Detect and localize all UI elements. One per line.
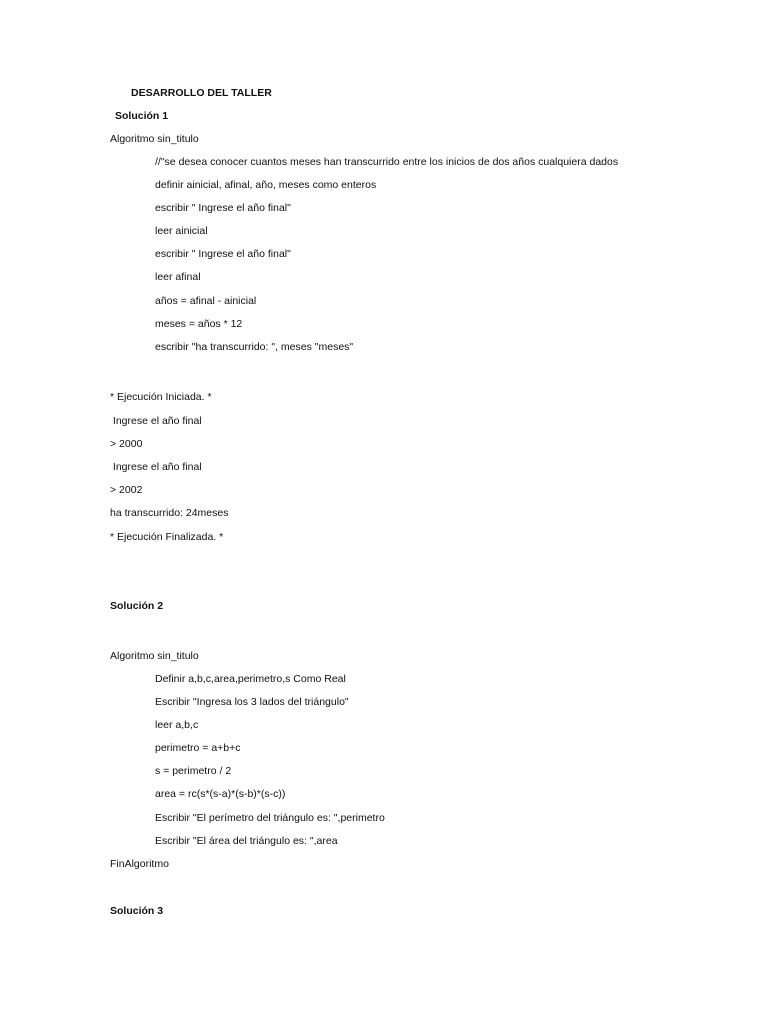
output-line: Ingrese el año final [110,461,202,473]
code-line: Definir a,b,c,area,perimetro,s Como Real [155,673,346,685]
solution-2-algorithm-start: Algoritmo sin_titulo [110,650,199,662]
code-line: leer a,b,c [155,719,199,731]
code-line: Escribir "El perímetro del triángulo es: ",perimetro [155,812,385,824]
code-line: area = rc(s*(s-a)*(s-b)*(s-c)) [155,788,286,800]
solution-1-algorithm-start: Algoritmo sin_titulo [110,133,199,145]
code-line: definir ainicial, afinal, año, meses como enteros [155,179,377,191]
code-line: leer afinal [155,271,201,283]
solution-2-algorithm-end: FinAlgoritmo [110,858,169,870]
solution-2-heading: Solución 2 [110,600,164,612]
code-line: Escribir "Ingresa los 3 lados del triángulo" [155,696,349,708]
output-line: > 2000 [110,438,143,450]
code-line: meses = años * 12 [155,318,243,330]
solution-3-heading: Solución 3 [110,905,164,917]
code-line: leer ainicial [155,225,208,237]
document-title: DESARROLLO DEL TALLER [131,87,272,99]
code-line: //"se desea conocer cuantos meses han transcurrido entre los inicios de dos años cualquiera dados [155,156,619,168]
output-line: ha transcurrido: 24meses [110,507,229,519]
output-line: Ingrese el año final [110,415,202,427]
output-line: * Ejecución Iniciada. * [110,391,212,403]
solution-1-heading: Solución 1 [115,110,169,122]
code-line: escribir " Ingrese el año final" [155,202,291,214]
output-line: > 2002 [110,484,143,496]
code-line: perimetro = a+b+c [155,742,241,754]
code-line: escribir " Ingrese el año final" [155,248,291,260]
code-line: s = perimetro / 2 [155,765,232,777]
code-line: Escribir "El área del triángulo es: ",area [155,835,338,847]
code-line: escribir "ha transcurrido: ", meses "meses" [155,341,354,353]
output-line: * Ejecución Finalizada. * [110,531,224,543]
code-line: años = afinal - ainicial [155,295,257,307]
